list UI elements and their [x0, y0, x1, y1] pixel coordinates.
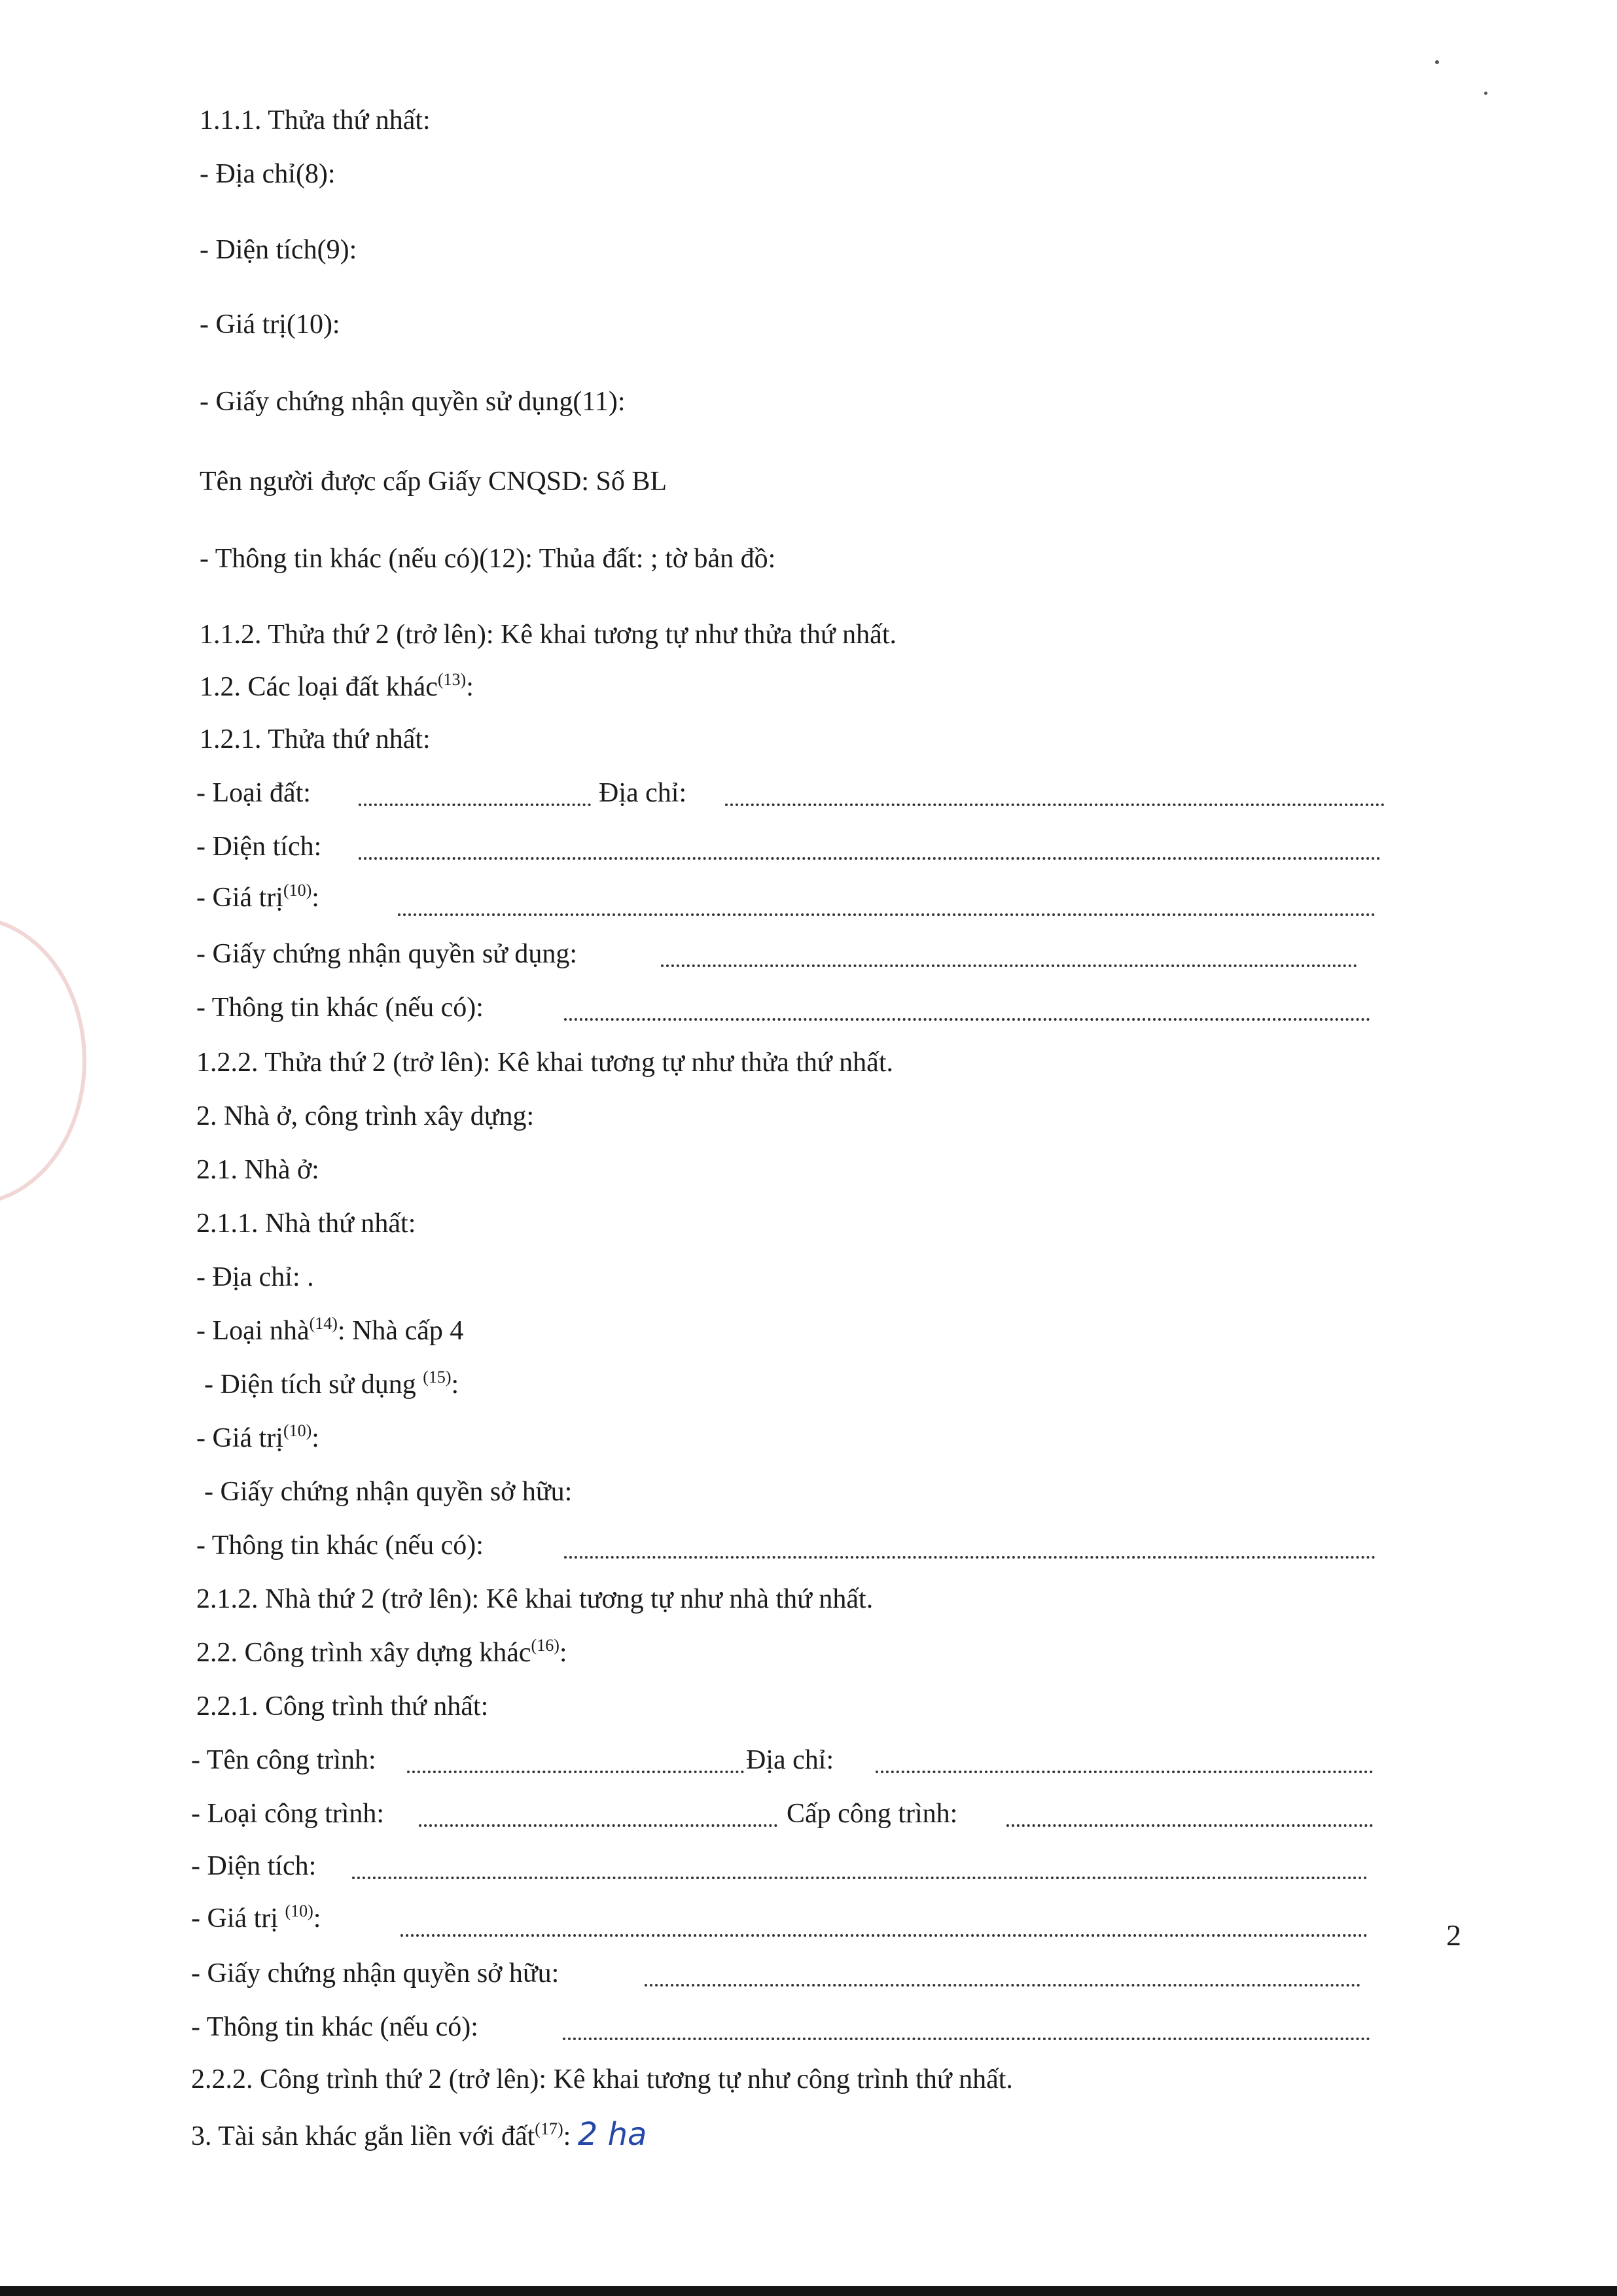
scan-speck — [1435, 60, 1439, 64]
field-land-other-info: - Thông tin khác (nếu có): — [196, 993, 484, 1023]
field-certificate: - Giấy chứng nhận quyền sử dụng(11): — [200, 387, 626, 417]
heading-1-2-1: 1.2.1. Thửa thứ nhất: — [200, 724, 431, 754]
field-land-type: - Loại đất: — [196, 778, 311, 808]
field-house-value: - Giá trị$^{(10)}$: — [196, 1421, 319, 1453]
field-work-grade: Cấp công trình: — [787, 1799, 958, 1829]
field-work-ownership-certificate: - Giấy chứng nhận quyền sở hữu: — [191, 1958, 560, 1988]
heading-1-1-2: 1.1.2. Thửa thứ 2 (trở lên): Kê khai tương tự như thửa thứ nhất. — [200, 620, 897, 650]
heading-2: 2. Nhà ở, công trình xây dựng: — [196, 1101, 535, 1131]
dotted-fill — [876, 1771, 1373, 1773]
dotted-fill — [661, 964, 1357, 967]
dotted-fill — [725, 804, 1385, 806]
scan-speck — [1484, 92, 1487, 95]
field-address: - Địa chỉ(8): — [200, 159, 336, 189]
field-house-ownership-certificate: - Giấy chứng nhận quyền sở hữu: — [204, 1477, 573, 1507]
field-land-certificate: - Giấy chứng nhận quyền sử dụng: — [196, 939, 578, 969]
dotted-fill — [645, 1984, 1360, 1987]
field-work-value: - Giá trị $^{(10)}$: — [191, 1901, 321, 1934]
heading-1-2-2: 1.2.2. Thửa thứ 2 (trở lên): Kê khai tương tự như thửa thứ nhất. — [196, 1048, 893, 1078]
heading-2-1-2: 2.1.2. Nhà thứ 2 (trở lên): Kê khai tương tự như nhà thứ nhất. — [196, 1584, 874, 1614]
dotted-fill — [407, 1771, 744, 1773]
dotted-fill — [419, 1824, 777, 1827]
scan-bottom-edge — [0, 2286, 1617, 2296]
handwritten-answer: 2 ha — [577, 2116, 647, 2153]
field-house-other-info: - Thông tin khác (nếu có): — [196, 1530, 484, 1561]
heading-2-2-1: 2.2.1. Công trình thứ nhất: — [196, 1691, 489, 1722]
field-land-value: - Giá trị$^{(10)}$: — [196, 881, 319, 913]
field-land-address: Địa chỉ: — [599, 778, 687, 808]
dotted-fill — [563, 2038, 1370, 2040]
field-work-other-info: - Thông tin khác (nếu có): — [191, 2012, 478, 2042]
dotted-fill — [359, 857, 1381, 860]
heading-1-1-1: 1.1.1. Thửa thứ nhất: — [200, 105, 431, 135]
dotted-fill — [1006, 1824, 1373, 1827]
dotted-fill — [352, 1877, 1368, 1879]
dotted-fill — [564, 1018, 1370, 1021]
heading-2-2: 2.2. Công trình xây dựng khác$^{(16)}$: — [196, 1636, 567, 1668]
dotted-fill — [359, 804, 591, 806]
stamp-mark — [0, 916, 86, 1205]
dotted-fill — [400, 1934, 1368, 1937]
field-house-address: - Địa chỉ: . — [196, 1262, 314, 1292]
field-value: - Giá trị(10): — [200, 309, 340, 340]
field-land-area: - Diện tích: — [196, 832, 322, 862]
field-work-area: - Diện tích: — [191, 1851, 317, 1881]
field-certificate-holder: Tên người được cấp Giấy CNQSD: Số BL — [200, 467, 667, 497]
heading-3: 3. Tài sản khác gắn liền với đất$^{(17)}$: 2 ha — [191, 2116, 647, 2153]
dotted-fill — [398, 913, 1376, 916]
heading-2-1: 2.1. Nhà ở: — [196, 1155, 319, 1185]
field-work-name: - Tên công trình: — [191, 1745, 376, 1775]
field-other-info: - Thông tin khác (nếu có)(12): Thủa đất: ; tờ bản đồ: — [200, 544, 776, 574]
heading-1-2: 1.2. Các loại đất khác$^{(13)}$: — [200, 670, 474, 702]
field-house-type: - Loại nhà$^{(14)}$: Nhà cấp 4 — [196, 1314, 464, 1346]
heading-2-2-2: 2.2.2. Công trình thứ 2 (trở lên): Kê khai tương tự như công trình thứ nhất. — [191, 2064, 1013, 2094]
dotted-fill — [564, 1556, 1376, 1559]
field-work-address: Địa chỉ: — [746, 1745, 834, 1775]
page-number: 2 — [1446, 1918, 1461, 1952]
field-area: - Diện tích(9): — [200, 235, 357, 265]
field-work-type: - Loại công trình: — [191, 1799, 385, 1829]
field-house-usable-area: - Diện tích sử dụng $^{(15)}$: — [204, 1368, 459, 1400]
heading-2-1-1: 2.1.1. Nhà thứ nhất: — [196, 1209, 416, 1239]
